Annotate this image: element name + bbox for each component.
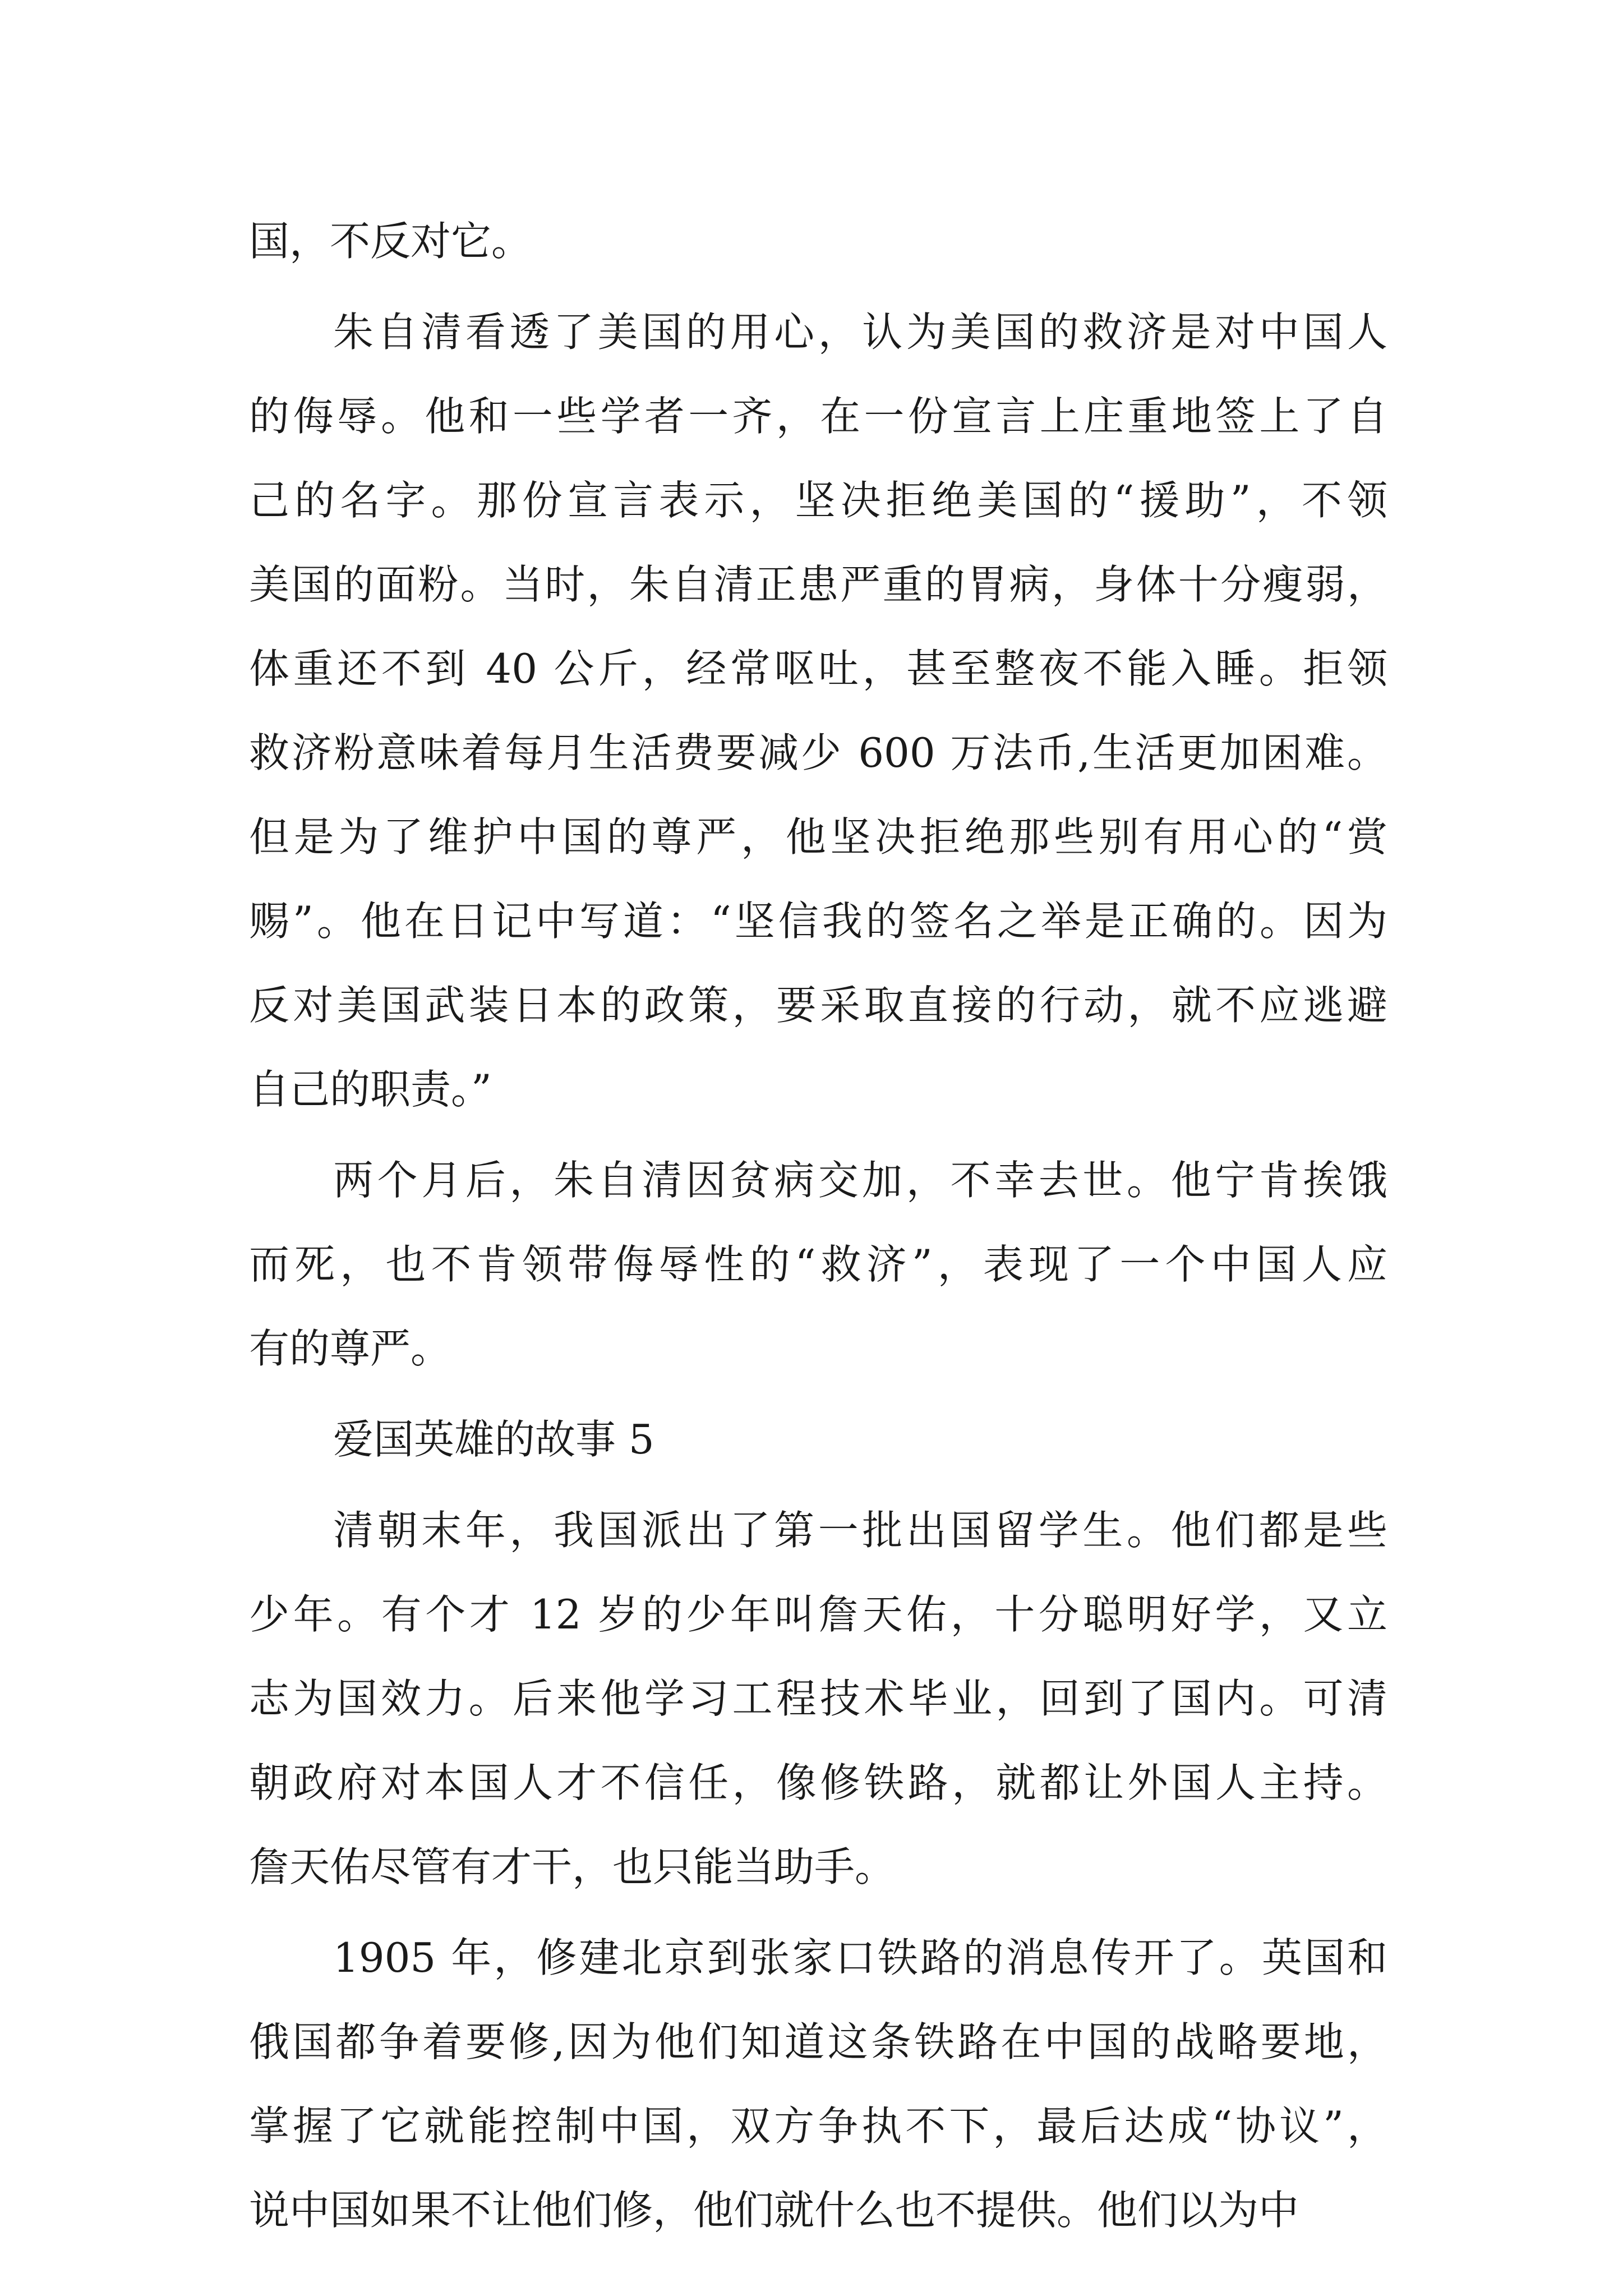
text-line: 赐”。他在日记中写道：“坚信我的签名之举是正确的。因为 bbox=[249, 898, 1387, 945]
text-line: 清朝末年，我国派出了第一批出国留学生。他们都是些 bbox=[333, 1507, 1387, 1554]
paragraph bbox=[249, 199, 1387, 283]
text-line: 但是为了维护中国的尊严，他坚决拒绝那些别有用心的“赏 bbox=[249, 813, 1387, 861]
text-line: 朝政府对本国人才不信任，像修铁路，就都让外国人主持。 bbox=[249, 1759, 1387, 1806]
text-line: 少年。有个才 12 岁的少年叫詹天佑，十分聪明好学，又立 bbox=[249, 1591, 1387, 1638]
paragraph bbox=[249, 1916, 1387, 2252]
text-line: 志为国效力。后来他学习工程技术毕业，回到了国内。可清 bbox=[249, 1675, 1387, 1722]
text-line: 掌握了它就能控制中国，双方争执不下，最后达成“协议”， bbox=[249, 2102, 1387, 2150]
paragraph bbox=[249, 290, 1387, 1131]
text-line: 国，不反对它。 bbox=[249, 218, 532, 265]
text-line: 1905 年，修建北京到张家口铁路的消息传开了。英国和 bbox=[333, 1934, 1387, 1981]
text-line: 说中国如果不让他们修，他们就什么也不提供。他们以为中 bbox=[249, 2187, 1299, 2234]
text-line: 朱自清看透了美国的用心，认为美国的救济是对中国人 bbox=[333, 309, 1387, 356]
text-line: 美国的面粉。当时，朱自清正患严重的胃病，身体十分瘦弱， bbox=[249, 561, 1387, 608]
text-line: 反对美国武装日本的政策，要采取直接的行动，就不应逃避 bbox=[249, 982, 1387, 1029]
text-line: 爱国英雄的故事 5 bbox=[333, 1416, 654, 1463]
text-line: 而死，也不肯领带侮辱性的“救济”，表现了一个中国人应 bbox=[249, 1241, 1387, 1288]
paragraph-gap bbox=[249, 1391, 1387, 1397]
text-line: 救济粉意味着每月生活费要减少 600 万法币,生活更加困难。 bbox=[249, 729, 1387, 776]
paragraph-gap bbox=[249, 283, 1387, 290]
text-line: 两个月后，朱自清因贫病交加，不幸去世。他宁肯挨饿 bbox=[333, 1157, 1387, 1204]
text-line: 体重还不到 40 公斤，经常呕吐，甚至整夜不能入睡。拒领 bbox=[249, 645, 1387, 692]
text-line: 自己的职责。” bbox=[249, 1066, 492, 1113]
paragraph bbox=[249, 1138, 1387, 1391]
text-line: 有的尊严。 bbox=[249, 1325, 451, 1372]
text-line: 俄国都争着要修,因为他们知道这条铁路在中国的战略要地， bbox=[249, 2018, 1387, 2065]
section-heading bbox=[249, 1397, 1387, 1481]
text-line: 己的名字。那份宣言表示，坚决拒绝美国的“援助”，不领 bbox=[249, 477, 1387, 524]
text-line: 的侮辱。他和一些学者一齐，在一份宣言上庄重地签上了自 bbox=[249, 393, 1387, 440]
paragraph-gap bbox=[249, 1909, 1387, 1916]
paragraph-gap bbox=[249, 1131, 1387, 1138]
paragraph bbox=[249, 1488, 1387, 1909]
paragraph-gap bbox=[249, 1481, 1387, 1488]
document-body bbox=[249, 199, 1387, 2252]
text-line: 詹天佑尽管有才干，也只能当助手。 bbox=[249, 1843, 896, 1890]
